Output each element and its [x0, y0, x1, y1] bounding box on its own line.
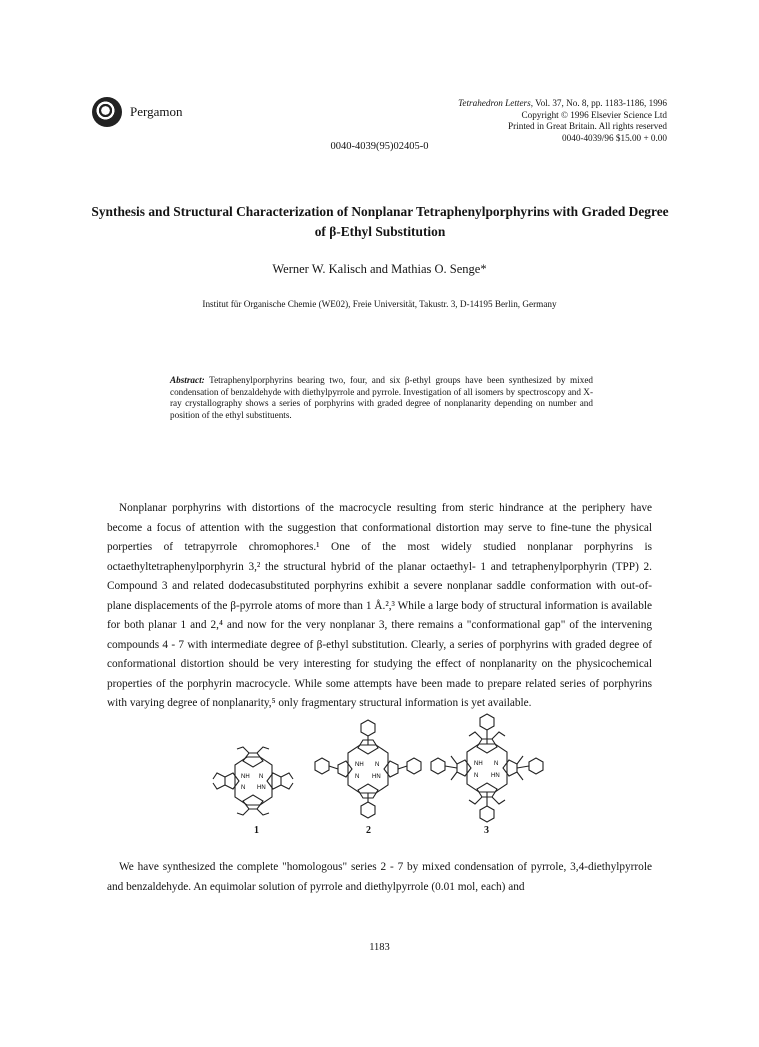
n-label: N [375, 762, 380, 768]
structure-label-3: 3 [484, 825, 489, 836]
nh-label: NH [355, 762, 364, 768]
structure-label-2: 2 [366, 825, 371, 836]
printed-line: Printed in Great Britain. All rights reserved [508, 121, 667, 131]
citation-details: , Vol. 37, No. 8, pp. 1183-1186, 1996 [530, 98, 667, 108]
n-label: N [355, 774, 360, 780]
journal-header [407, 98, 667, 144]
n-label: N [494, 761, 499, 767]
paragraph-1: Nonplanar porphyrins with distortions of the macrocycle resulting from steric hindrance at the periphery have become a focus of attention with the suggestion that conformational distortion may serve to fine-tune the physical porperties of tetrapyrrole chromophores.¹ One of the most widely studied nonplanar porphyrins is octaethyltetraphenylporphyrin 3,² the structural hybrid of the planar octaethyl- 1 and tetraphenylporphyrin (TPP) 2. Compound 3 and related dodecasubstituted porphyrins exhibit a severe nonplanar saddle conformation with out-of-plane displacements of the β-pyrrole atoms of more than 1 Å.²,³ While a large body of structural information is available for both planar 1 and 2,⁴ and now for the very nonplanar 3, there remains a "conformational gap" of the intervening compounds 4 - 7 with intermediate degree of β-ethyl substitution. Clearly, a series of porphyrins with graded degree of conformational distortion should be very interesting for studying the effect of nonplanarity on the physicochemical properties of the porphyrin macrocycle. While some attempts have been made to prepare related series of porphyrins with varying degree of nonplanarity,⁵ only fragmentary structural information is yet available. [107, 502, 652, 709]
structure-3 [425, 712, 550, 827]
affiliation: Institut für Organische Chemie (WE02), Freie Universität, Takustr. 3, D-14195 Berlin, Germany [202, 299, 557, 309]
n-label: N [474, 773, 479, 779]
structure-1 [205, 745, 305, 820]
nh-label: NH [474, 761, 483, 767]
paper-title: Synthesis and Structural Characterization of Nonplanar Tetraphenylporphyrins with Graded Degree of β-Ethyl Substitution [91, 204, 669, 239]
abstract-text: Tetraphenylporphyrins bearing two, four, and six β-ethyl groups have been synthesized by mixed condensation of benzaldehyde with diethylpyrrole and pyrrole. Investigation of all isomers by spectroscopy and X-ray crystallography shows a series of porphyrins with graded degree of nonplanarity depending on number and position of the ethyl substituents. [170, 375, 593, 421]
copyright-line: Copyright © 1996 Elsevier Science Ltd [521, 109, 667, 120]
abstract-label: Abstract: [170, 375, 205, 385]
journal-name: Tetrahedron Letters [458, 98, 531, 108]
publisher-logo [92, 97, 122, 127]
page-number: 1183 [369, 942, 390, 953]
hn-label: HN [372, 774, 381, 780]
structure-2 [303, 718, 433, 823]
hn-label: HN [257, 785, 266, 791]
n-label: N [259, 774, 264, 780]
doi: 0040-4039(95)02405-0 [330, 141, 429, 152]
issn-line: 0040-4039/96 $15.00 + 0.00 [562, 132, 667, 143]
structure-label-1: 1 [254, 825, 259, 836]
paragraph-2: We have synthesized the complete "homologous" series 2 - 7 by mixed condensation of pyrrole, 3,4-diethylpyrrole and benzaldehyde. An equimolar solution of pyrrole and diethylpyrrole (0.01 mol, each) and [107, 861, 652, 893]
abstract [170, 375, 593, 422]
nh-label: NH [241, 774, 250, 780]
n-label: N [241, 785, 246, 791]
citation-line [407, 98, 667, 110]
hn-label: HN [491, 773, 500, 779]
publisher-name: Pergamon [130, 104, 183, 119]
authors: Werner W. Kalisch and Mathias O. Senge* [272, 262, 487, 276]
